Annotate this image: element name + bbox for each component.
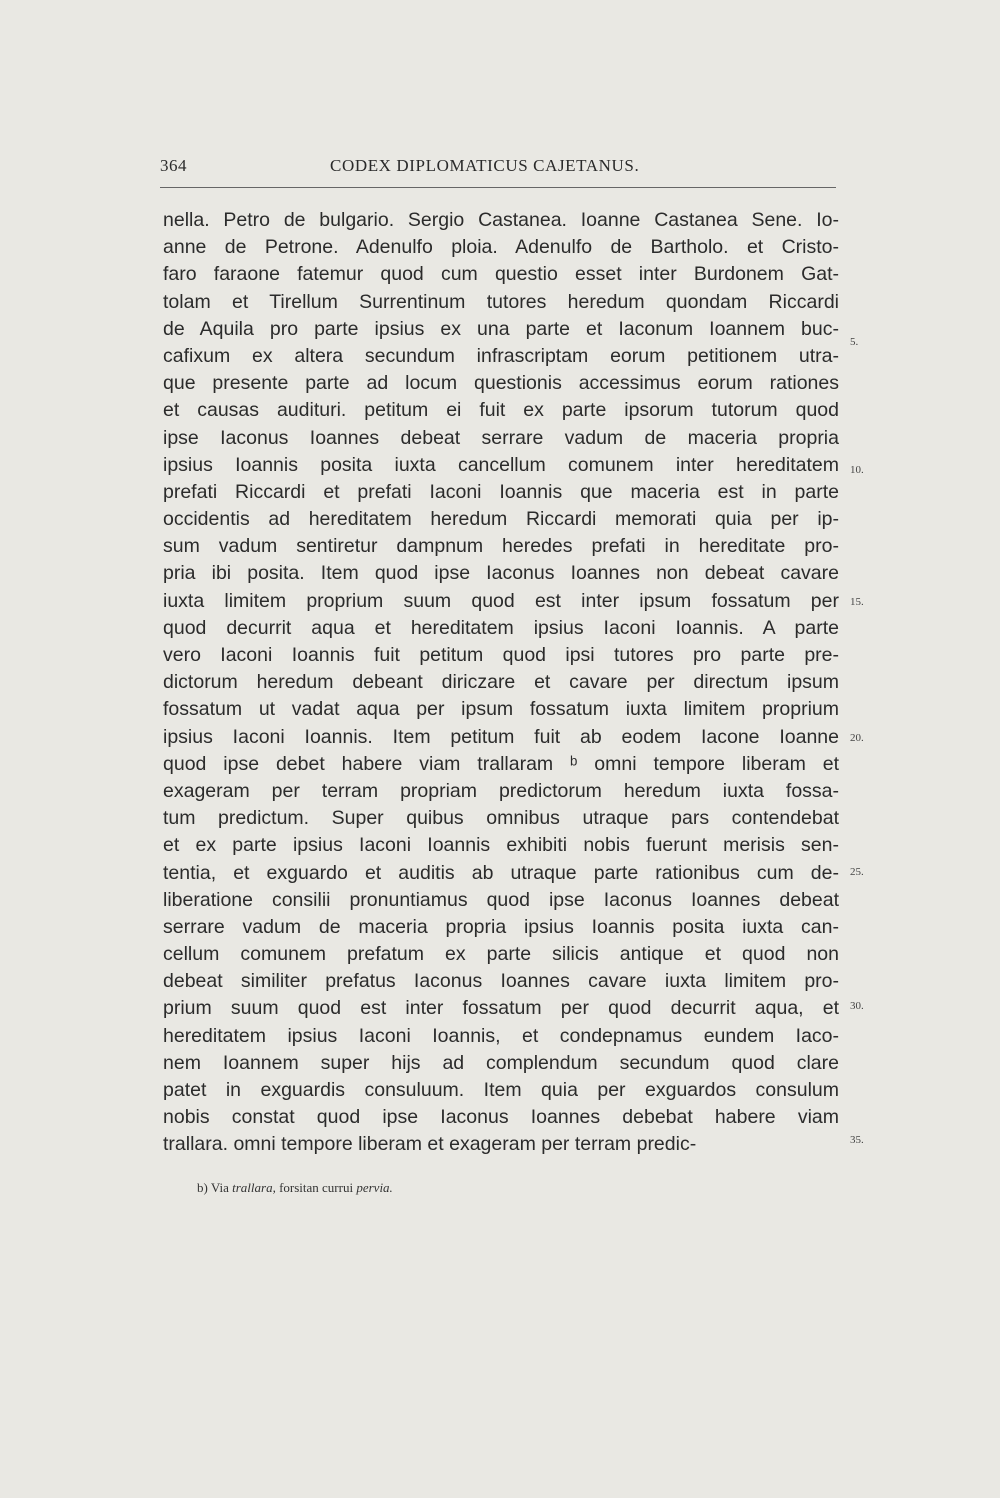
text-line: serrare vadum de maceria propria ipsius Ioannis posita iuxta can- [163, 915, 839, 938]
text-line: pria ibi posita. Item quod ipse Iaconus Ioannes non debeat cavare [163, 562, 839, 585]
text-line: faro faraone fatemur quod cum questio esset inter Burdonem Gat- [163, 263, 839, 286]
text-line: et ex parte ipsius Iaconi Ioannis exhibiti nobis fuerunt merisis sen- [163, 834, 839, 857]
text-line: nobis constat quod ipse Iaconus Ioannes debebat habere viam [163, 1106, 839, 1129]
text-line: quod decurrit aqua et hereditatem ipsius Iaconi Ioannis. A parte [163, 616, 839, 639]
footnote-label: b) [197, 1180, 208, 1195]
text-line: fossatum ut vadat aqua per ipsum fossatum iuxta limitem proprium [163, 698, 839, 721]
text-line: exageram per terram propriam predictorum heredum iuxta fossa- [163, 779, 839, 802]
line-number-25: 25. [850, 866, 864, 878]
footnote-pre: Via [210, 1180, 229, 1195]
footnote [197, 1180, 393, 1196]
text-line: prefati Riccardi et prefati Iaconi Ioannis que maceria est in parte [163, 480, 839, 503]
text-line: ipsius Iaconi Ioannis. Item petitum fuit ab eodem Iacone Ioanne [163, 725, 839, 748]
text-line: liberatione consilii pronuntiamus quod ipse Iaconus Ioannes debeat [163, 888, 839, 911]
text-line: iuxta limitem proprium suum quod est inter ipsum fossatum per [163, 589, 839, 612]
footnote-term: trallara, [232, 1180, 276, 1195]
text-line: prium suum quod est inter fossatum per quod decurrit aqua, et [163, 997, 839, 1020]
text-line: occidentis ad hereditatem heredum Riccardi memorati quia per ip- [163, 508, 839, 531]
line-number-20: 20. [850, 732, 864, 744]
line-number-35: 35. [850, 1134, 864, 1146]
text-line: ipsius Ioannis posita iuxta cancellum comunem inter hereditatem [163, 453, 839, 476]
text-line: patet in exguardis consuluum. Item quia per exguardos consulum [163, 1079, 839, 1101]
text-line: cellum comunem prefatum ex parte silicis antique et quod non [163, 943, 839, 966]
page-header [160, 156, 836, 186]
text-line: anne de Petrone. Adenulfo ploia. Adenulfo de Bartholo. et Cristo- [163, 236, 839, 259]
text-line: hereditatem ipsius Iaconi Ioannis, et condepnamus eundem Iaco- [163, 1024, 839, 1047]
footnote-mid: forsitan currui [279, 1180, 354, 1195]
text-line: trallara. omni tempore liberam et exageram per terram predic- [163, 1133, 697, 1156]
text-line: debeat similiter prefatus Iaconus Ioannes cavare iuxta limitem pro- [163, 970, 839, 993]
text-line: et causas audituri. petitum ei fuit ex parte ipsorum tutorum quod [163, 399, 839, 422]
header-rule [160, 187, 836, 188]
line-number-5: 5. [850, 336, 859, 348]
line-number-15: 15. [850, 596, 864, 608]
text-line: ipse Iaconus Ioannes debeat serrare vadum de maceria propria [163, 426, 839, 449]
text-line: vero Iaconi Ioannis fuit petitum quod ipsi tutores pro parte pre- [163, 644, 839, 666]
text-line: dictorum heredum debeant diriczare et cavare per directum ipsum [163, 671, 839, 694]
running-title: CODEX DIPLOMATICUS CAJETANUS. [330, 156, 640, 175]
page-number: 364 [160, 156, 187, 175]
text-line: quod ipse debet habere viam trallaram ᵇ omni tempore liberam et [163, 752, 839, 775]
text-line: nem Ioannem super hijs ad complendum secundum quod clare [163, 1051, 839, 1074]
footnote-term2: pervia. [356, 1180, 393, 1195]
line-number-30: 30. [850, 1000, 864, 1012]
body-text [163, 207, 839, 1159]
text-line: de Aquila pro parte ipsius ex una parte et Iaconum Ioannem buc- [163, 317, 839, 340]
text-line: tum predictum. Super quibus omnibus utraque pars contendebat [163, 807, 839, 830]
line-number-10: 10. [850, 464, 864, 476]
text-line: nella. Petro de bulgario. Sergio Castanea. Ioanne Castanea Sene. Io- [163, 209, 839, 231]
text-line: que presente parte ad locum questionis accessimus eorum rationes [163, 372, 839, 395]
text-line: tentia, et exguardo et auditis ab utraque parte rationibus cum de- [163, 861, 839, 884]
text-line: sum vadum sentiretur dampnum heredes prefati in hereditate pro- [163, 535, 839, 558]
text-line: tolam et Tirellum Surrentinum tutores heredum quondam Riccardi [163, 290, 839, 313]
text-line: cafixum ex altera secundum infrascriptam eorum petitionem utra- [163, 344, 839, 367]
